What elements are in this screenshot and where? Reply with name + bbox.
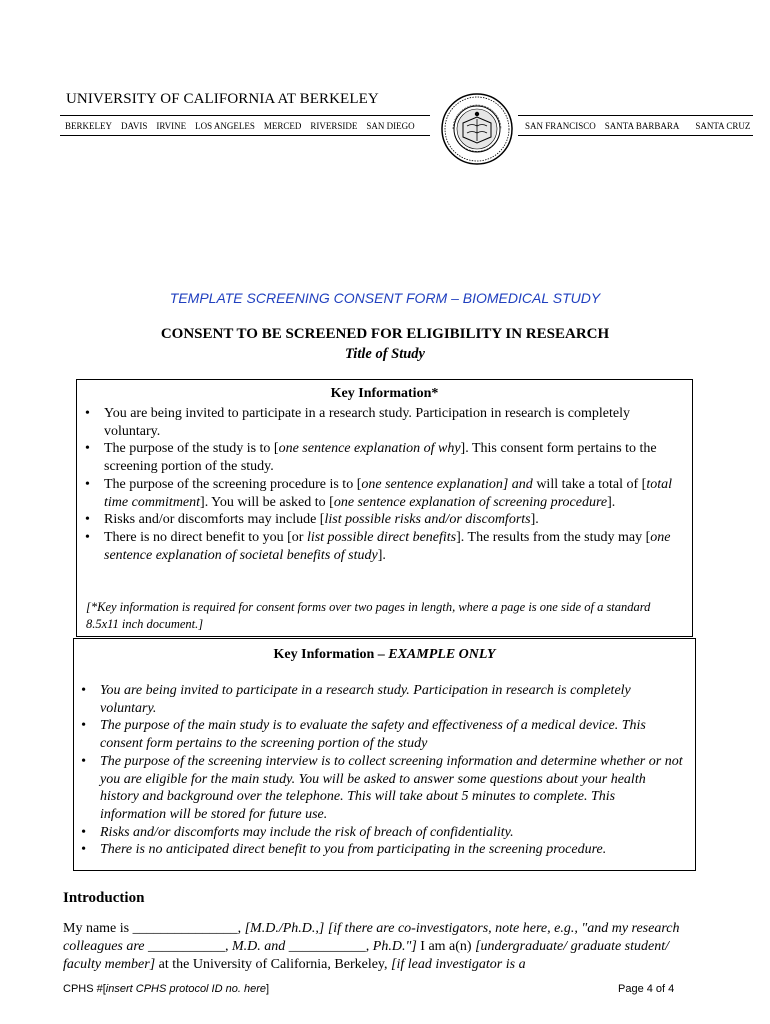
list-item: • The purpose of the screening interview is to collect screening information and determine whether or not you are eligible for the main study. You will be asked to answer some questions about your health history and background over the telephone. This will take about 5 minutes to complete. This information will be stored for future use. — [74, 753, 684, 824]
campus-item: MERCED — [263, 121, 302, 131]
placeholder-text: [undergraduate/ graduate student/ faculty member] — [63, 939, 670, 972]
example-heading-label: Key Information – — [273, 647, 389, 662]
list-item: • Risks and/or discomforts may include the risk of breach of confidentiality. — [74, 824, 684, 842]
example-heading-italic: EXAMPLE ONLY — [388, 647, 496, 662]
campus-item: RIVERSIDE — [310, 121, 358, 131]
placeholder-text: list possible risks and/or discomforts — [324, 512, 531, 528]
list-item — [78, 476, 684, 511]
placeholder-text: [if lead investigator is a — [391, 957, 526, 972]
list-item: • The purpose of the main study is to evaluate the safety and effectiveness of a medical device. This consent form pertains to the screening portion of the study — [74, 717, 684, 752]
introduction-paragraph — [63, 920, 683, 974]
letterhead-rule-left-bottom — [60, 135, 430, 136]
key-information-heading: Key Information* — [330, 386, 439, 401]
campus-item: SAN FRANCISCO — [525, 121, 596, 131]
placeholder-text: one sentence explanation] and — [361, 476, 533, 492]
study-title: Title of Study — [344, 346, 425, 362]
text-run: You are being invited to participate in a research study. Participation in research is completely voluntary. — [104, 406, 631, 439]
letterhead-rule-left-top — [60, 115, 430, 116]
campus-item: SANTA CRUZ — [695, 121, 751, 131]
text-run: My name is _______________, — [63, 921, 245, 936]
footer-protocol-placeholder: insert CPHS protocol ID no. here — [105, 983, 266, 995]
text-run: ]. The results from the study may [ — [456, 529, 651, 545]
campus-item: DAVIS — [121, 121, 148, 131]
campus-item: SAN DIEGO — [366, 121, 415, 131]
campus-item: BERKELEY — [65, 121, 112, 131]
footer-protocol-prefix: CPHS #[ — [63, 983, 106, 995]
text-run: at the University of California, Berkeley, — [155, 957, 392, 972]
text-run: The purpose of the study is to [ — [104, 441, 279, 457]
placeholder-text: one sentence explanation of societal benefits of study — [104, 529, 671, 563]
placeholder-text: one sentence explanation of why — [278, 441, 461, 457]
text-run: I am a(n) — [416, 939, 476, 954]
campus-item: SANTA BARBARA — [604, 121, 680, 131]
footer-protocol-suffix: ] — [265, 983, 270, 995]
list-item: • There is no anticipated direct benefit to you from participating in the screening procedure. — [74, 841, 684, 859]
list-item — [78, 440, 684, 475]
consent-title: CONSENT TO BE SCREENED FOR ELIGIBILITY IN RESEARCH — [160, 326, 610, 342]
text-run: The purpose of the screening procedure is to [ — [104, 476, 362, 492]
footer-page-number: Page 4 of 4 — [618, 983, 675, 995]
text-run: Risks and/or discomforts may include [ — [104, 512, 325, 528]
key-information-example-box — [73, 638, 696, 871]
text-run: will take a total of [ — [532, 476, 647, 492]
campus-item: LOS ANGELES — [195, 121, 255, 131]
list-item — [78, 529, 684, 564]
placeholder-text: one sentence explanation of screening procedure — [333, 494, 608, 510]
campus-list-left — [65, 121, 424, 131]
placeholder-text: list possible direct benefits — [306, 529, 457, 545]
text-run: ]. — [530, 512, 539, 528]
key-information-list — [78, 405, 684, 564]
letterhead-rule-right-bottom — [518, 135, 753, 136]
text-run: ]. — [607, 494, 616, 510]
text-run: ]. — [377, 547, 386, 563]
key-information-note: [*Key information is required for consent forms over two pages in length, where a page is one side of a standard 8.5x11 inch document.] — [86, 600, 651, 631]
text-run: ]. You will be asked to [ — [200, 494, 334, 510]
university-name: UNIVERSITY OF CALIFORNIA AT BERKELEY — [66, 91, 379, 107]
list-item — [78, 405, 684, 440]
example-list — [74, 682, 684, 859]
template-title: TEMPLATE SCREENING CONSENT FORM – BIOMEDICAL STUDY — [169, 290, 601, 306]
letterhead-rule-right-top — [518, 115, 753, 116]
example-heading — [74, 647, 695, 663]
placeholder-text: [M.D./Ph.D.,] [if there are co-investigators, note here, e.g., "and my research colleagues are ___________, M.D. and ___________, Ph.D."] — [63, 921, 680, 954]
campus-item: IRVINE — [156, 121, 187, 131]
introduction-heading: Introduction — [63, 890, 145, 906]
list-item — [78, 511, 684, 529]
placeholder-text: total time commitment — [104, 476, 673, 510]
key-information-box — [76, 379, 693, 637]
footer-protocol-id — [63, 983, 269, 995]
text-run: ]. This consent form pertains to the screening portion of the study. — [104, 441, 657, 475]
text-run: There is no direct benefit to you [or — [104, 529, 307, 545]
university-seal-icon — [441, 93, 513, 165]
campus-list-right — [525, 121, 759, 131]
list-item: • You are being invited to participate in a research study. Participation in research is completely voluntary. — [74, 682, 684, 717]
